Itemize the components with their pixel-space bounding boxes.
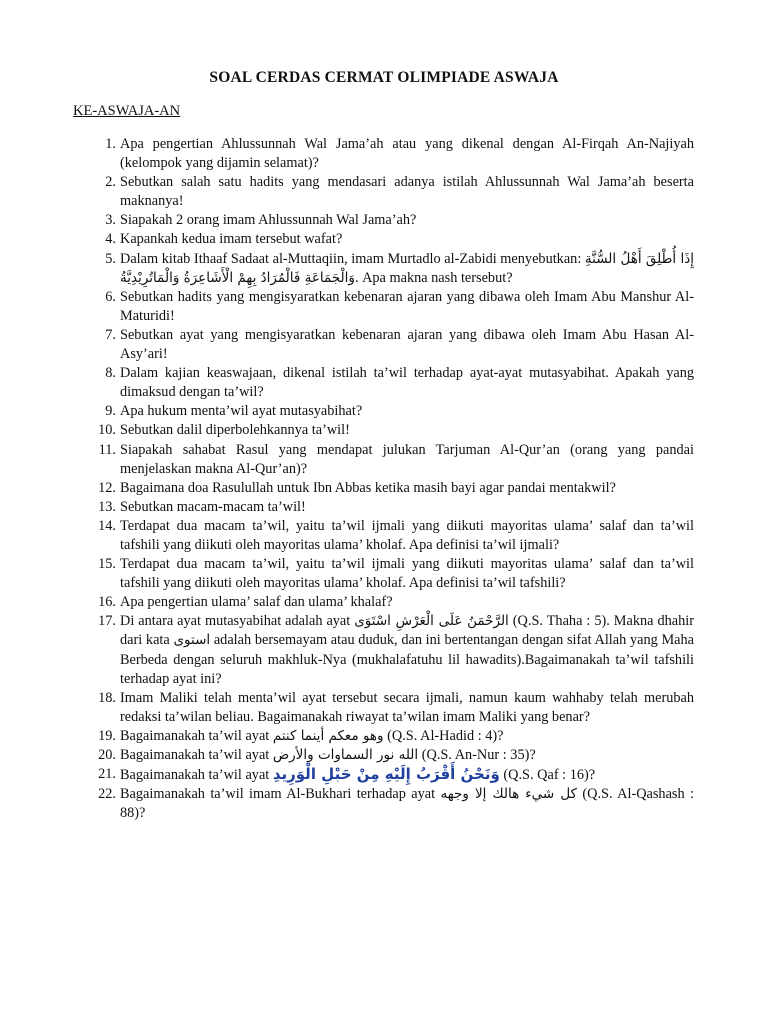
question-number: 20. [98,747,116,763]
question-number: 12. [98,479,116,496]
question-item [73,555,694,593]
question-item [73,727,694,746]
question-number: 17. [98,613,116,630]
question-text: adalah bersemayam atau duduk, dan ini bertentangan dengan sifat Allah yang Maha Berbeda dengan seluruh makhluk-Nya (mukhalafatuhu lil hawadits).Bagaimanakah ta’wil tafshili terhadap ayat ini? [120,632,695,687]
question-number: 10. [98,422,116,439]
question-text: Apa pengertian ulama’ salaf dan ulama’ khalaf? [120,594,393,611]
question-text: Siapakah 2 orang imam Ahlussunnah Wal Jama’ah? [120,212,417,229]
question-number: 4. [105,231,116,248]
question-number: 21. [98,766,116,783]
question-number: 14. [98,517,116,534]
question-text: Terdapat dua macam ta’wil, yaitu ta’wil ijmali yang diikuti mayoritas ulama’ salaf dan ta’wil tafshili yang diikuti oleh mayoritas ulama’ kholaf. Apa definisi ta’wil ijmali? [120,517,694,553]
question-item [73,689,694,727]
arabic-text: إِذَا أُطْلِقَ أَهْلُ السُّنَّةِ وَالْجَمَاعَةِ فَالْمُرَادُ بِهِمْ الْأَشَاعِرَةُ وَالْمَاتُرِيْدِيَّةُ [120,250,694,286]
question-text: Sebutkan salah satu hadits yang mendasari adanya istilah Ahlussunnah Wal Jama’ah beserta maknanya! [120,174,694,210]
document-title: SOAL CERDAS CERMAT OLIMPIADE ASWAJA [209,69,559,86]
question-text: Dalam kitab Ithaaf Sadaat al-Muttaqiin, imam Murtadlo al-Zabidi menyebutkan: [120,250,585,267]
arabic-text: كل شيء هالك إلا وجهه [440,786,577,803]
question-text: Imam Maliki telah menta’wil ayat tersebut secara ijmali, namun kaum wahhaby telah merubah redaksi ta’wilan beliau. Bagaimanakah riwayat ta’wilan imam Maliki yang benar? [120,689,694,725]
question-text: Sebutkan dalil diperbolehkannya ta’wil! [120,422,350,439]
question-text: Siapakah sahabat Rasul yang mendapat julukan Tarjuman Al-Qur’an (orang yang pandai menjelaskan makna Al-Qur’an)? [120,441,694,477]
question-item [73,288,694,326]
question-number: 22. [98,786,116,803]
question-text: Bagaimanakah ta’wil ayat [120,767,273,784]
question-text: Sebutkan hadits yang mengisyaratkan kebenaran ajaran yang dibawa oleh Imam Abu Manshur Al-Maturidi! [120,288,694,324]
question-text: Bagaimanakah ta’wil ayat [120,747,273,763]
question-text: Apa pengertian Ahlussunnah Wal Jama’ah atau yang dikenal dengan Al-Firqah An-Najiyah (kelompok yang dijamin selamat)? [120,136,694,172]
section-heading: KE-ASWAJA-AN [73,103,181,119]
question-item [73,173,694,211]
question-item [73,765,694,785]
question-text: Terdapat dua macam ta’wil, yaitu ta’wil ijmali yang diikuti mayoritas ulama’ salaf dan ta’wil tafshili yang diikuti oleh mayoritas ulama’ kholaf. Apa definisi ta’wil tafshili? [120,556,694,592]
question-text: Bagaimana doa Rasulullah untuk Ibn Abbas ketika masih bayi agar pandai mentakwil? [120,479,616,496]
question-item [73,498,694,517]
question-item [73,402,694,421]
arabic-text: استوى [173,632,211,649]
question-number: 6. [105,288,116,305]
question-item [73,250,694,288]
question-text: Sebutkan macam-macam ta’wil! [120,498,306,515]
question-number: 15. [98,556,116,573]
question-number: 2. [105,174,116,191]
question-item [73,612,694,688]
question-number: 9. [105,403,116,420]
question-text: Bagaimanakah ta’wil ayat [120,727,273,744]
question-text: Kapankah kedua imam tersebut wafat? [120,231,343,248]
question-number: 3. [105,212,116,229]
question-number: 16. [98,594,116,611]
question-item [73,230,694,249]
question-number: 5. [105,250,116,267]
question-text: Dalam kajian keaswajaan, dikenal istilah ta’wil terhadap ayat-ayat mutasyabihat. Apakah yang dimaksud dengan ta’wil? [120,365,694,401]
question-item [73,211,694,230]
question-number: 13. [98,498,116,515]
question-item [73,326,694,364]
question-text: (Q.S. Al-Qashash : 88)? [120,786,694,822]
question-item [73,135,694,173]
question-item [73,517,694,555]
question-item [73,364,694,402]
arabic-text: وَنَحْنُ أَقْرَبُ إِلَيْهِ مِنْ حَبْلِ الْوَرِيدِ [272,765,500,784]
question-number: 1. [105,136,116,152]
question-number: 7. [105,326,116,343]
question-item [73,441,694,479]
arabic-text: الرَّحْمَنُ عَلَى الْعَرْشِ اسْتَوَى [354,613,509,630]
question-text: (Q.S. Al-Hadid : 4)? [383,727,504,744]
question-item [73,593,694,612]
question-number: 11. [98,441,116,458]
question-text: Bagaimanakah ta’wil imam Al-Bukhari terhadap ayat [120,786,441,803]
question-text: (Q.S. An-Nur : 35)? [418,747,536,763]
question-number: 19. [98,727,116,744]
arabic-text: الله نور السماوات والأرض [272,747,419,763]
question-text: Sebutkan ayat yang mengisyaratkan kebenaran ajaran yang dibawa oleh Imam Abu Hasan Al-Asy’ari! [120,326,694,363]
question-text: . Apa makna nash tersebut? [354,269,513,286]
question-text: (Q.S. Qaf : 16)? [499,767,596,784]
question-item [73,479,694,498]
question-item [73,421,694,440]
question-item [73,746,694,765]
question-text: (Q.S. Thaha : 5). Makna dhahir dari kata [120,613,694,649]
arabic-text: وهو معكم أينما كنتم [272,727,384,744]
question-number: 8. [105,365,116,382]
question-item [73,785,694,823]
question-text: Apa hukum menta’wil ayat mutasyabihat? [120,403,363,420]
question-text: Di antara ayat mutasyabihat adalah ayat [120,613,355,630]
question-number: 18. [98,689,116,706]
question-list [73,135,694,823]
